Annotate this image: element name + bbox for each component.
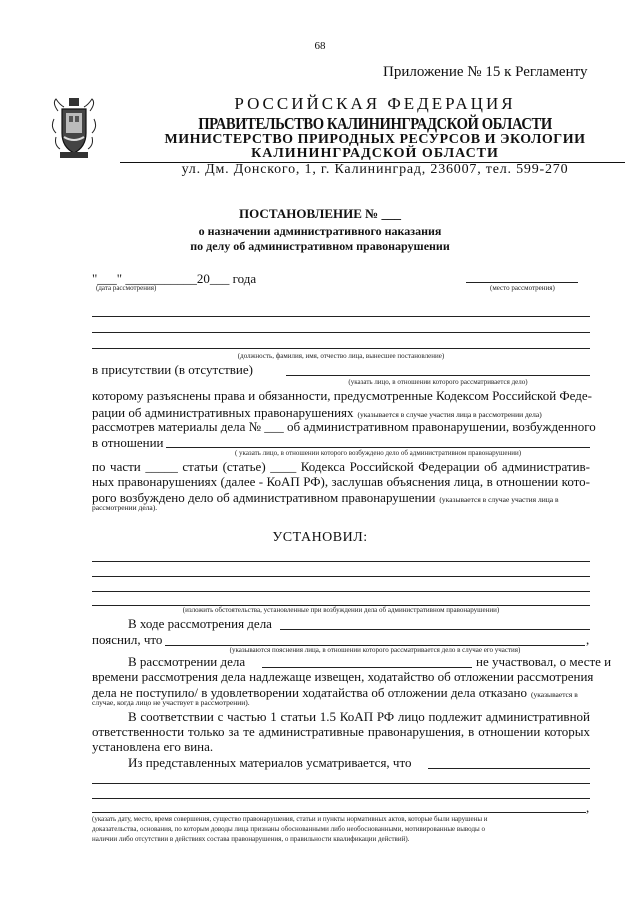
title-line1: ПОСТАНОВЛЕНИЕ № ___ [239,206,401,221]
hearing-line2-end: , [586,632,590,647]
established-heading: УСТАНОВИЛ: [272,530,368,545]
notice-line1-b: не участвовал, о месте и [476,654,612,669]
materials-line1-field [428,768,590,769]
title-line3: по делу об административном правонарушении [190,239,450,253]
materials-line-4 [92,812,586,813]
materials-end-comma: , [586,800,590,815]
part-line4-note: рассмотрении дела). [92,503,158,512]
official-line-1 [92,316,590,317]
header-ministry-line2: КАЛИНИНГРАДСКОЙ ОБЛАСТИ [251,146,499,161]
header-government: ПРАВИТЕЛЬСТВО КАЛИНИНГРАДСКОЙ ОБЛАСТИ [198,114,552,133]
rights-line4-caption: ( указать лицо, в отношении которого возбуждено дело об административном правонарушении) [234,449,522,457]
rights-line4-field [166,447,590,448]
notice-line3-note: (указывается в [530,690,578,699]
established-line-3 [92,591,590,592]
hearing-line1: В ходе рассмотрения дела [128,616,272,631]
materials-note1: (указать дату, место, время совершения, существо правонарушения, статьи и пункты нормативных актов, которые были нарушены и [92,815,488,823]
established-caption: (изложить обстоятельства, установленные при возбуждении дела об административном правонарушении) [182,606,500,614]
liability-line3: установлена его вина. [92,739,214,754]
rights-line2-text: рации об административных правонарушениях [92,405,354,420]
official-line-3 [92,348,590,349]
notice-line4-note: случае, когда лицо не участвует в рассмотрении). [92,698,250,707]
presence-caption: (указать лицо, в отношении которого рассматривается дело) [348,378,528,386]
liability-line2: ответственности только за те административные правонарушения, в отношении которых [92,724,590,739]
notice-line3-text: дела не поступило/ в удовлетворении ходатайства об отложении дела отказано [92,685,527,700]
official-line-2 [92,332,590,333]
rights-line4-label: в отношении [92,435,164,450]
established-line-1 [92,561,590,562]
date-caption: (дата рассмотрения) [96,284,157,292]
materials-line1: Из представленных материалов усматривается, что [128,755,412,770]
part-line2: ных правонарушениях (далее - КоАП РФ), заслушав объяснения лица, в отношении кото- [92,474,590,489]
page-number: 68 [314,40,326,52]
notice-line1-field [262,667,472,668]
materials-line-3 [92,798,590,799]
hearing-line1-field [280,629,590,630]
materials-note2: доказательства, основания, по которым доводы лица признаны обоснованными либо необоснованными, мотивированные выводы о [92,825,485,833]
presence-label: в присутствии (в отсутствие) [92,362,253,377]
hearing-line2: пояснил, что [92,632,163,647]
place-caption: (место рассмотрения) [490,284,555,292]
established-line-2 [92,576,590,577]
official-caption: (должность, фамилия, имя, отчество лица, вынесшее постановление) [237,352,445,360]
presence-line [286,375,590,376]
liability-line1: В соответствии с частью 1 статьи 1.5 КоАП РФ лицо подлежит административной [128,709,590,724]
hearing-caption: (указываются пояснения лица, в отношении которого рассматривается дело в случае его участия) [229,646,521,654]
rights-line2-note: (указывается в случае участия лица в рассмотрении дела) [357,410,542,419]
title-line2: о назначении административного наказания [198,224,442,238]
materials-note3: наличии либо отсутствии в действиях состава правонарушения, о правильности квалификации действий). [92,835,410,843]
date-field: "___" ___________20___ года [92,271,257,286]
part-line1: по части _____ статьи (статье) ____ Кодекса Российской Федерации об административ- [92,459,590,474]
place-field-line [466,282,578,283]
part-line3-text: рого возбуждено дело об административном правонарушении [92,490,436,505]
notice-line2: времени рассмотрения дела надлежаще извещен, ходатайство об отложении рассмотрения [92,669,594,684]
part-line3-note: (указывается в случае участия лица в [439,495,559,504]
part-line3 [92,489,559,507]
header-ministry-line1: МИНИСТЕРСТВО ПРИРОДНЫХ РЕСУРСОВ И ЭКОЛОГИИ [164,132,586,147]
appendix-label: Приложение № 15 к Регламенту [383,64,588,80]
rights-line3: рассмотрев материалы дела № ___ об административном правонарушении, возбужденного [92,419,596,434]
notice-line1-a: В рассмотрении дела [128,654,246,669]
materials-line-2 [92,783,590,784]
header-country: РОССИЙСКАЯ ФЕДЕРАЦИЯ [234,94,516,113]
coat-of-arms-emblem [50,97,98,159]
rights-line1: которому разъяснены права и обязанности, предусмотренные Кодексом Российской Феде- [92,388,592,403]
header-address: ул. Дм. Донского, 1, г. Калининград, 236007, тел. 599-270 [181,162,569,177]
